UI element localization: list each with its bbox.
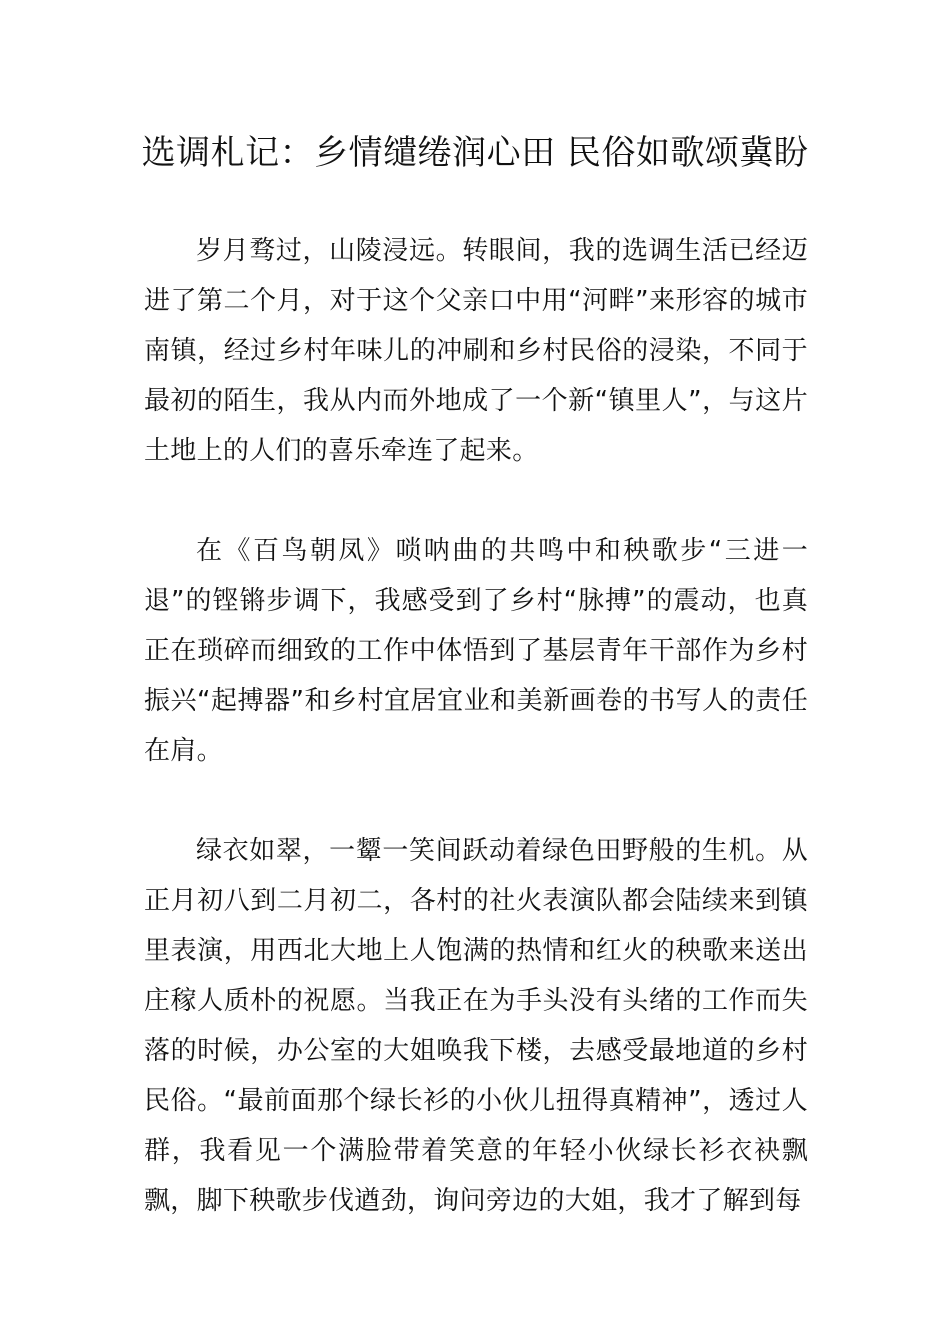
document-title: 选调札记：乡情缱绻润心田 民俗如歌颂冀盼 [141, 133, 809, 173]
paragraph-2: 在《百鸟朝凤》唢呐曲的共鸣中和秧歌步“三进一退”的铿锵步调下，我感受到了乡村“脉搏”的震动，也真正在琐碎而细致的工作中体悟到了基层青年干部作为乡村振兴“起搏器”和乡村宜居宜业和美新画卷的书写人的责任在肩。 [144, 536, 808, 766]
paragraph-3: 绿衣如翠，一颦一笑间跃动着绿色田野般的生机。从正月初八到二月初二，各村的社火表演队都会陆续来到镇里表演，用西北大地上人饱满的热情和红火的秧歌来送出庄稼人质朴的祝愿。当我正在为手头没有头绪的工作而失落的时候，办公室的大姐唤我下楼，去感受最地道的乡村民俗。“最前面那个绿长衫的小伙儿扭得真精神”，透过人群，我看见一个满脸带着笑意的年轻小伙绿长衫衣袂飘飘，脚下秧歌步伐遒劲，询问旁边的大姐，我才了解到每 [144, 836, 808, 1216]
paragraph-1: 岁月骛过，山陵浸远。转眼间，我的选调生活已经迈进了第二个月，对于这个父亲口中用“河畔”来形容的城市南镇，经过乡村年味儿的冲刷和乡村民俗的浸染，不同于最初的陌生，我从内而外地成了一个新“镇里人”，与这片土地上的人们的喜乐牵连了起来。 [144, 236, 808, 466]
